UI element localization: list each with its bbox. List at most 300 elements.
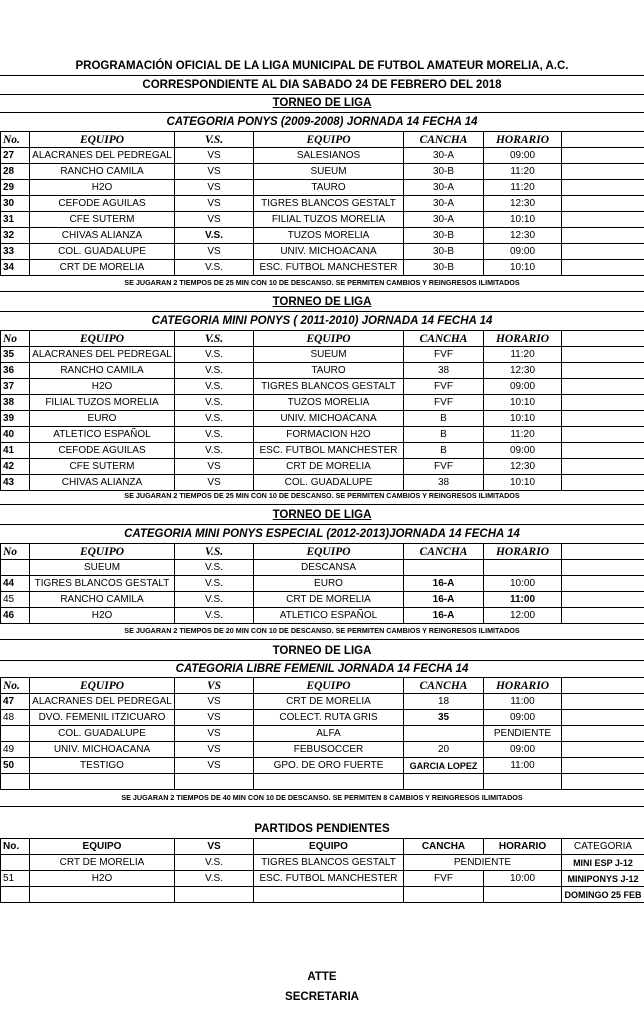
header-cell: EQUIPO [254, 678, 404, 694]
table-header [1, 544, 644, 560]
versus: V.S. [175, 363, 254, 379]
table-row [1, 427, 644, 443]
home-team: TIGRES BLANCOS GESTALT [30, 576, 175, 592]
table-row [1, 608, 644, 624]
match-number: 40 [1, 427, 30, 443]
field: 30-B [404, 260, 484, 276]
empty-cell [562, 411, 644, 427]
versus: V.S. [175, 871, 254, 887]
match-number: 33 [1, 244, 30, 260]
header-cell: CANCHA [404, 678, 484, 694]
versus: V.S. [175, 592, 254, 608]
empty-cell [562, 331, 644, 347]
header-cell: EQUIPO [30, 132, 175, 148]
home-team: DVO. FEMENIL ITZICUARO [30, 710, 175, 726]
home-team: H2O [30, 871, 175, 887]
header-cell: EQUIPO [30, 678, 175, 694]
match-number: 37 [1, 379, 30, 395]
header-cell: CANCHA [404, 132, 484, 148]
versus: V.S. [175, 608, 254, 624]
signature-atte: ATTE [307, 971, 337, 983]
table-row [1, 379, 644, 395]
away-team: TIGRES BLANCOS GESTALT [254, 855, 404, 871]
home-team: H2O [30, 608, 175, 624]
document-subtitle: CORRESPONDIENTE AL DIA SABADO 24 DE FEBRERO DEL 2018 [142, 79, 502, 91]
field: 16-A [404, 576, 484, 592]
section-torneo: TORNEO DE LIGA [272, 97, 372, 109]
section-category: CATEGORIA MINI PONYS ( 2011-2010) JORNADA 14 FECHA 14 [151, 315, 493, 327]
time: 10:00 [484, 576, 562, 592]
away-team: EURO [254, 576, 404, 592]
time: 09:00 [484, 379, 562, 395]
home-team: CEFODE AGUILAS [30, 443, 175, 459]
table-row [1, 363, 644, 379]
table-row [1, 228, 644, 244]
field: 30-A [404, 196, 484, 212]
match-number: 49 [1, 742, 30, 758]
versus: VS [175, 726, 254, 742]
versus: V.S. [175, 560, 254, 576]
header-cell: No [1, 331, 30, 347]
match-number [1, 560, 30, 576]
table-row [1, 260, 644, 276]
match-number: 38 [1, 395, 30, 411]
time: 09:00 [484, 710, 562, 726]
time: 11:00 [484, 592, 562, 608]
table-row [1, 560, 644, 576]
away-team: GPO. DE ORO FUERTE [254, 758, 404, 774]
table-row [1, 774, 644, 790]
header-cell: HORARIO [484, 132, 562, 148]
header-cell: EQUIPO [254, 132, 404, 148]
home-team: ATLETICO ESPAÑOL [30, 427, 175, 443]
away-team: SALESIANOS [254, 148, 404, 164]
field: 30-A [404, 148, 484, 164]
time: 12:30 [484, 459, 562, 475]
field: FVF [404, 871, 484, 887]
home-team: COL. GUADALUPE [30, 244, 175, 260]
away-team: DESCANSA [254, 560, 404, 576]
away-team: TUZOS MORELIA [254, 395, 404, 411]
field: 30-B [404, 164, 484, 180]
empty-cell [562, 347, 644, 363]
empty-cell [562, 560, 644, 576]
empty-cell [562, 443, 644, 459]
time [484, 560, 562, 576]
empty-cell [562, 212, 644, 228]
time: 09:00 [484, 244, 562, 260]
home-team: FILIAL TUZOS MORELIA [30, 395, 175, 411]
empty-cell [562, 459, 644, 475]
match-number: 39 [1, 411, 30, 427]
field: 30-B [404, 244, 484, 260]
time: 11:00 [484, 694, 562, 710]
empty-cell [404, 887, 484, 903]
empty-cell [562, 710, 644, 726]
section-torneo: TORNEO DE LIGA [272, 296, 372, 308]
divider [0, 524, 644, 525]
header-cell: EQUIPO [30, 331, 175, 347]
header-cell: HORARIO [484, 331, 562, 347]
versus: VS [175, 148, 254, 164]
schedule-table [0, 131, 644, 276]
away-team: UNIV. MICHOACANA [254, 411, 404, 427]
time: 09:00 [484, 742, 562, 758]
field: FVF [404, 379, 484, 395]
field: FVF [404, 347, 484, 363]
rules-note: SE JUGARAN 2 TIEMPOS DE 20 MIN CON 10 DE DESCANSO. SE PERMITEN CAMBIOS Y REINGRESOS ILIMITADOS [124, 626, 520, 635]
away-team: CRT DE MORELIA [254, 459, 404, 475]
match-number: 48 [1, 710, 30, 726]
away-team: TAURO [254, 180, 404, 196]
away-team: TIGRES BLANCOS GESTALT [254, 196, 404, 212]
divider [0, 806, 644, 807]
header-cell: No. [1, 839, 30, 855]
field: 20 [404, 742, 484, 758]
home-team: CHIVAS ALIANZA [30, 228, 175, 244]
empty-cell [562, 395, 644, 411]
versus: VS [175, 196, 254, 212]
empty-cell [562, 427, 644, 443]
field: B [404, 427, 484, 443]
match-number: 34 [1, 260, 30, 276]
away-team: COLECT. RUTA GRIS [254, 710, 404, 726]
signature-secretaria: SECRETARIA [285, 991, 359, 1003]
match-number: 47 [1, 694, 30, 710]
home-team: H2O [30, 379, 175, 395]
field: FVF [404, 395, 484, 411]
pending-title: PARTIDOS PENDIENTES [254, 823, 390, 835]
document-title: PROGRAMACIÓN OFICIAL DE LA LIGA MUNICIPAL DE FUTBOL AMATEUR MORELIA, A.C. [75, 60, 569, 72]
table-row [1, 459, 644, 475]
time: 11:20 [484, 347, 562, 363]
empty-cell [562, 164, 644, 180]
home-team: CFE SUTERM [30, 459, 175, 475]
empty-cell [562, 475, 644, 491]
table-row [1, 694, 644, 710]
home-team: ALACRANES DEL PEDREGAL [30, 148, 175, 164]
match-number: 35 [1, 347, 30, 363]
table-header [1, 331, 644, 347]
versus: VS [175, 244, 254, 260]
away-team: FEBUSOCCER [254, 742, 404, 758]
field: B [404, 411, 484, 427]
header-cell: EQUIPO [30, 839, 175, 855]
time: 10:10 [484, 411, 562, 427]
away-team: ESC. FUTBOL MANCHESTER [254, 443, 404, 459]
field: 18 [404, 694, 484, 710]
empty-cell [1, 887, 30, 903]
field: 30-B [404, 228, 484, 244]
away-team: FILIAL TUZOS MORELIA [254, 212, 404, 228]
table-row [1, 411, 644, 427]
away-team: ALFA [254, 726, 404, 742]
empty-cell [562, 379, 644, 395]
away-team: TIGRES BLANCOS GESTALT [254, 379, 404, 395]
empty-cell [562, 228, 644, 244]
time: 12:30 [484, 196, 562, 212]
header-cell: HORARIO [484, 678, 562, 694]
versus: V.S. [175, 855, 254, 871]
empty-cell [1, 774, 30, 790]
header-cell: EQUIPO [254, 331, 404, 347]
home-team: CFE SUTERM [30, 212, 175, 228]
empty-cell [562, 544, 644, 560]
field [404, 560, 484, 576]
away-team: TAURO [254, 363, 404, 379]
table-row [1, 742, 644, 758]
table-row [1, 347, 644, 363]
empty-cell [175, 774, 254, 790]
empty-cell [562, 180, 644, 196]
versus: VS [175, 758, 254, 774]
table-row [1, 592, 644, 608]
category: MINI ESP J-12 [562, 855, 644, 871]
match-number: 32 [1, 228, 30, 244]
match-number: 36 [1, 363, 30, 379]
versus: V.S. [175, 411, 254, 427]
match-number: 42 [1, 459, 30, 475]
empty-cell [562, 774, 644, 790]
home-team: CHIVAS ALIANZA [30, 475, 175, 491]
field: FVF [404, 459, 484, 475]
empty-cell [562, 148, 644, 164]
home-team: UNIV. MICHOACANA [30, 742, 175, 758]
table-row [1, 244, 644, 260]
header-cell: VS [175, 678, 254, 694]
home-team: RANCHO CAMILA [30, 363, 175, 379]
divider [0, 291, 644, 292]
time: 10:10 [484, 260, 562, 276]
time: 11:20 [484, 180, 562, 196]
away-team: FORMACION H2O [254, 427, 404, 443]
time: 09:00 [484, 148, 562, 164]
empty-cell [562, 758, 644, 774]
header-cell: EQUIPO [254, 544, 404, 560]
time: PENDIENTE [484, 726, 562, 742]
home-team: H2O [30, 180, 175, 196]
versus: VS [175, 459, 254, 475]
away-team: CRT DE MORELIA [254, 694, 404, 710]
empty-cell [254, 887, 404, 903]
header-cell: No. [1, 132, 30, 148]
away-team: TUZOS MORELIA [254, 228, 404, 244]
section-torneo: TORNEO DE LIGA [272, 509, 372, 521]
section-torneo: TORNEO DE LIGA [272, 645, 372, 657]
section-category: CATEGORIA LIBRE FEMENIL JORNADA 14 FECHA 14 [175, 663, 469, 675]
match-number: 29 [1, 180, 30, 196]
time: 12:30 [484, 363, 562, 379]
header-cell: EQUIPO [254, 839, 404, 855]
match-number [1, 855, 30, 871]
field: 16-A [404, 608, 484, 624]
table-row [1, 475, 644, 491]
empty-cell [562, 196, 644, 212]
match-number: 43 [1, 475, 30, 491]
table-row [1, 710, 644, 726]
header-cell: HORARIO [484, 544, 562, 560]
table-row [1, 871, 644, 887]
match-number: 46 [1, 608, 30, 624]
match-number [1, 726, 30, 742]
away-team: ESC. FUTBOL MANCHESTER [254, 260, 404, 276]
header-cell: EQUIPO [30, 544, 175, 560]
header-cell: V.S. [175, 331, 254, 347]
header-cell: V.S. [175, 132, 254, 148]
time: 10:10 [484, 395, 562, 411]
versus: VS [175, 694, 254, 710]
home-team: TESTIGO [30, 758, 175, 774]
time: 10:10 [484, 212, 562, 228]
time: 11:20 [484, 164, 562, 180]
field: 16-A [404, 592, 484, 608]
home-team: RANCHO CAMILA [30, 164, 175, 180]
time: 11:00 [484, 758, 562, 774]
table-row [1, 758, 644, 774]
versus: V.S. [175, 260, 254, 276]
table-row [1, 196, 644, 212]
home-team: CRT DE MORELIA [30, 855, 175, 871]
empty-cell [484, 774, 562, 790]
rules-note: SE JUGARAN 2 TIEMPOS DE 25 MIN CON 10 DE DESCANSO. SE PERMITEN CAMBIOS Y REINGRESOS ILIMITADOS [124, 278, 520, 287]
time: 11:20 [484, 427, 562, 443]
home-team: EURO [30, 411, 175, 427]
versus: V.S. [175, 576, 254, 592]
field: GARCIA LOPEZ [404, 758, 484, 774]
versus: VS [175, 475, 254, 491]
empty-cell [562, 363, 644, 379]
away-team: COL. GUADALUPE [254, 475, 404, 491]
section-category: CATEGORIA MINI PONYS ESPECIAL (2012-2013)JORNADA 14 FECHA 14 [124, 528, 520, 540]
table-row [1, 164, 644, 180]
header-cell: CANCHA [404, 839, 484, 855]
empty-cell [175, 887, 254, 903]
home-team: ALACRANES DEL PEDREGAL [30, 347, 175, 363]
time: 12:30 [484, 228, 562, 244]
home-team: CRT DE MORELIA [30, 260, 175, 276]
header-cell: CATEGORIA [562, 839, 644, 855]
empty-cell [30, 774, 175, 790]
table-row [1, 726, 644, 742]
empty-cell [254, 774, 404, 790]
header-cell: CANCHA [404, 544, 484, 560]
table-header [1, 678, 644, 694]
header-cell: HORARIO [484, 839, 562, 855]
empty-cell [562, 694, 644, 710]
empty-cell [562, 726, 644, 742]
section-category: CATEGORIA PONYS (2009-2008) JORNADA 14 FECHA 14 [166, 116, 478, 128]
header-cell: No [1, 544, 30, 560]
table-row [1, 212, 644, 228]
header-cell: CANCHA [404, 331, 484, 347]
divider [0, 311, 644, 312]
home-team: SUEUM [30, 560, 175, 576]
empty-cell [562, 592, 644, 608]
category: DOMINGO 25 FEB [562, 887, 644, 903]
table-row [1, 855, 644, 871]
empty-cell [404, 774, 484, 790]
empty-cell [562, 260, 644, 276]
empty-cell [484, 887, 562, 903]
table-header [1, 839, 644, 855]
divider [0, 75, 644, 76]
field: 30-A [404, 180, 484, 196]
versus: V.S. [175, 228, 254, 244]
pending-table [0, 838, 644, 903]
header-cell: V.S. [175, 544, 254, 560]
field: B [404, 443, 484, 459]
away-team: UNIV. MICHOACANA [254, 244, 404, 260]
empty-cell [562, 132, 644, 148]
time: 09:00 [484, 443, 562, 459]
empty-cell [562, 742, 644, 758]
versus: V.S. [175, 427, 254, 443]
versus: V.S. [175, 395, 254, 411]
category: MINIPONYS J-12 [562, 871, 644, 887]
versus: V.S. [175, 379, 254, 395]
match-number: 51 [1, 871, 30, 887]
match-number: 31 [1, 212, 30, 228]
rules-note: SE JUGARAN 2 TIEMPOS DE 25 MIN CON 10 DE DESCANSO. SE PERMITEN CAMBIOS Y REINGRESOS ILIMITADOS [124, 491, 520, 500]
versus: VS [175, 710, 254, 726]
versus: VS [175, 742, 254, 758]
field: 38 [404, 363, 484, 379]
home-team: CEFODE AGUILAS [30, 196, 175, 212]
schedule-table [0, 543, 644, 624]
away-team: SUEUM [254, 164, 404, 180]
versus: VS [175, 164, 254, 180]
versus: VS [175, 180, 254, 196]
table-row [1, 443, 644, 459]
match-number: 44 [1, 576, 30, 592]
divider [0, 639, 644, 640]
versus: V.S. [175, 347, 254, 363]
away-team: SUEUM [254, 347, 404, 363]
field [404, 726, 484, 742]
header-cell: VS [175, 839, 254, 855]
field: 38 [404, 475, 484, 491]
divider [0, 504, 644, 505]
home-team: RANCHO CAMILA [30, 592, 175, 608]
match-number: 41 [1, 443, 30, 459]
versus: VS [175, 212, 254, 228]
field: 30-A [404, 212, 484, 228]
schedule-table [0, 677, 644, 790]
empty-cell [562, 678, 644, 694]
table-row [1, 180, 644, 196]
time: 12:00 [484, 608, 562, 624]
schedule-table [0, 330, 644, 491]
match-number: 30 [1, 196, 30, 212]
time: 10:00 [484, 871, 562, 887]
match-number: 45 [1, 592, 30, 608]
match-number: 27 [1, 148, 30, 164]
match-number: 50 [1, 758, 30, 774]
empty-cell [562, 608, 644, 624]
table-row [1, 148, 644, 164]
table-header [1, 132, 644, 148]
away-team: ESC. FUTBOL MANCHESTER [254, 871, 404, 887]
divider [0, 112, 644, 113]
home-team: ALACRANES DEL PEDREGAL [30, 694, 175, 710]
empty-cell [30, 887, 175, 903]
away-team: ATLETICO ESPAÑOL [254, 608, 404, 624]
table-row [1, 395, 644, 411]
table-row [1, 887, 644, 903]
empty-cell [562, 576, 644, 592]
status: PENDIENTE [404, 855, 562, 871]
header-cell: No. [1, 678, 30, 694]
